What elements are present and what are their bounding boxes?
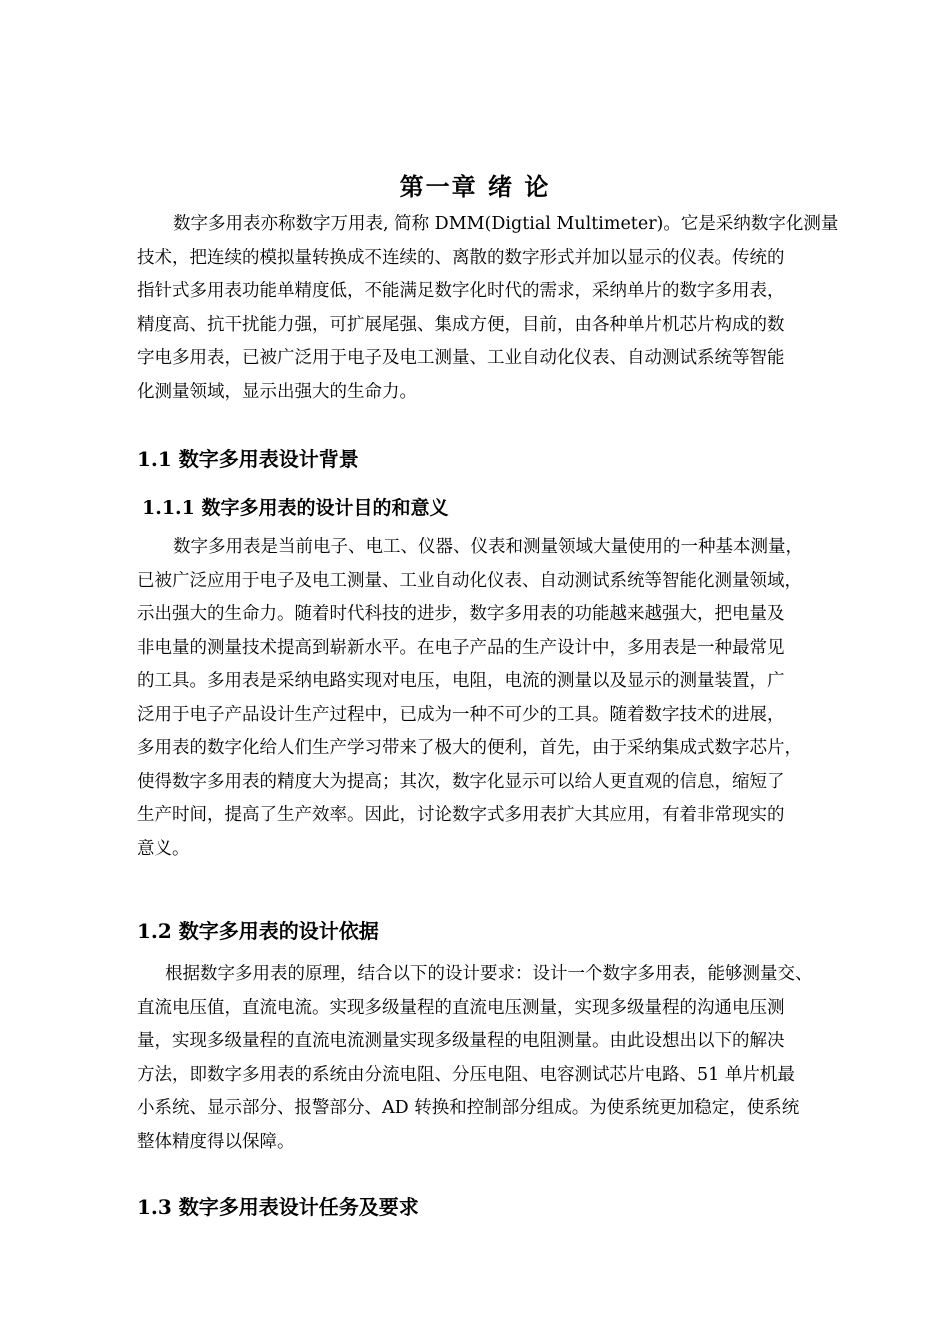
paragraph-line: 指针式多用表功能单精度低，不能满足数字化时代的需求，采纳单片的数字多用表， <box>137 281 785 301</box>
section-1-2-paragraph <box>137 958 872 1159</box>
paragraph-line: 整体精度得以保障。 <box>137 1131 295 1152</box>
paragraph-line: 小系统、显示部分、报警部分、AD 转换和控制部分组成。为使系统更加稳定，使系统 <box>137 1098 800 1118</box>
intro-paragraph <box>137 208 872 409</box>
paragraph-line: 生产时间，提高了生产效率。因此，讨论数字式多用表扩大其应用，有着非常现实的 <box>137 805 785 825</box>
chapter-title: 第一章 绪 论 <box>399 172 551 201</box>
section-heading-1-2: 1.2 数字多用表的设计依据 <box>137 919 379 943</box>
paragraph-line: 方法，即数字多用表的系统由分流电阻、分压电阻、电容测试芯片电路、51 单片机最 <box>137 1064 795 1085</box>
paragraph-line: 根据数字多用表的原理，结合以下的设计要求：设计一个数字多用表，能够测量交、 <box>165 964 813 984</box>
paragraph-line: 化测量领域，显示出强大的生命力。 <box>137 381 417 402</box>
paragraph-line: 非电量的测量技术提高到崭新水平。在电子产品的生产设计中，多用表是一种最常见 <box>137 637 785 658</box>
paragraph-line: 已被广泛应用于电子及电工测量、工业自动化仪表、自动测试系统等智能化测量领域， <box>137 570 802 591</box>
section-1-1-1-paragraph <box>137 531 872 866</box>
paragraph-line: 数字多用表是当前电子、电工、仪器、仪表和测量领域大量使用的一种基本测量， <box>173 537 803 557</box>
paragraph-line: 泛用于电子产品设计生产过程中，已成为一种不可少的工具。随着数字技术的进展， <box>137 704 785 725</box>
paragraph-line: 量，实现多级量程的直流电流测量实现多级量程的电阻测量。由此设想出以下的解决 <box>137 1031 785 1051</box>
paragraph-line: 数字多用表亦称数字万用表, 简称 DMM(Digtial Multimeter)。它是采纳数字化测量 <box>173 214 839 234</box>
paragraph-line: 的工具。多用表是采纳电路实现对电压，电阻，电流的测量以及显示的测量装置，广 <box>137 671 785 691</box>
paragraph-line: 字电多用表，已被广泛用于电子及电工测量、工业自动化仪表、自动测试系统等智能 <box>137 348 785 368</box>
paragraph-line: 使得数字多用表的精度大为提高；其次，数字化显示可以给人更直观的信息，缩短了 <box>137 771 785 792</box>
paragraph-line: 直流电压值，直流电流。实现多级量程的直流电压测量，实现多级量程的沟通电压测 <box>137 997 785 1018</box>
paragraph-line: 技术，把连续的模拟量转换成不连续的、离散的数字形式并加以显示的仪表。传统的 <box>137 247 785 268</box>
paragraph-line: 意义。 <box>137 838 190 859</box>
section-heading-1-1-1: 1.1.1 数字多用表的设计目的和意义 <box>142 497 449 519</box>
paragraph-line: 多用表的数字化给人们生产学习带来了极大的便利，首先，由于采纳集成式数字芯片， <box>137 738 802 758</box>
paragraph-line: 精度高、抗干扰能力强，可扩展尾强、集成方便，目前，由各种单片机芯片构成的数 <box>137 314 785 335</box>
section-heading-1-3: 1.3 数字多用表设计任务及要求 <box>137 1195 419 1219</box>
section-heading-1-1: 1.1 数字多用表设计背景 <box>137 447 359 471</box>
paragraph-line: 示出强大的生命力。随着时代科技的进步，数字多用表的功能越来越强大，把电量及 <box>137 604 785 624</box>
